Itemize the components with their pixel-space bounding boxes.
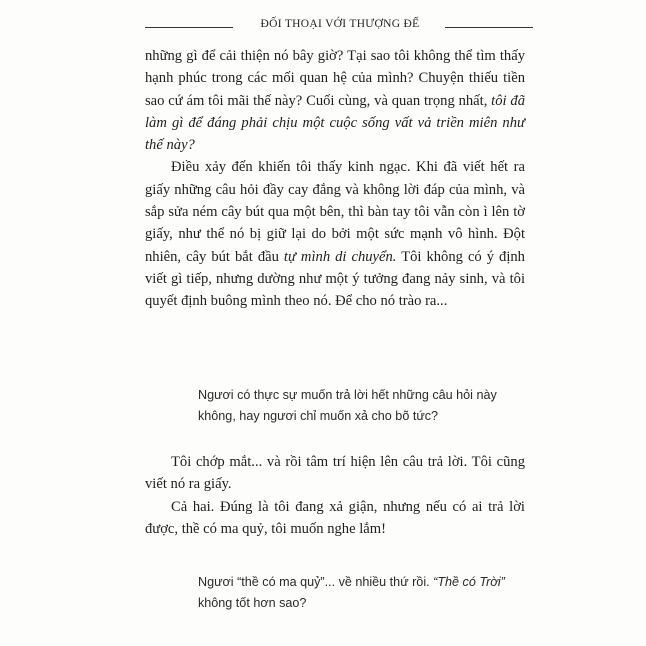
paragraph-1-italic: tôi đã làm gì để đáng phải chịu một cuộc sống vất vả triền miên như thế này? bbox=[145, 92, 525, 154]
paragraph-4: Cả hai. Đúng là tôi đang xả giận, nhưng nếu có ai trả lời được, thề có ma quỷ, tôi muốn nghe lắm! bbox=[145, 498, 525, 537]
god-reply-1 bbox=[198, 385, 530, 427]
paragraph-2-italic: tự mình di chuyển. bbox=[283, 248, 397, 265]
paragraph-1 bbox=[145, 45, 525, 156]
god-reply-2 bbox=[198, 572, 530, 614]
paragraph-2 bbox=[145, 156, 525, 312]
body-text bbox=[145, 45, 525, 313]
god-reply-2-italic: “Thề có Trời” bbox=[433, 575, 505, 589]
god-reply-2-text: Ngươi “thề có ma quỷ”... về nhiều thứ rồi. bbox=[198, 575, 434, 589]
header-rule-left bbox=[145, 27, 233, 28]
paragraph-1-text: những gì để cải thiện nó bây giờ? Tại sao tôi không thể tìm thấy hạnh phúc trong các mối quan hệ của mình? Chuyện thiếu tiền sao cứ ám tôi mãi thế này? Cuối cùng, và quan trọng nhất, bbox=[145, 48, 525, 109]
god-reply-2-line-2: không tốt hơn sao? bbox=[198, 596, 307, 610]
god-reply-1-line-2: không, hay ngươi chỉ muốn xả cho bõ tức? bbox=[198, 409, 439, 423]
paragraph-2-text: Điều xảy đến khiến tôi thấy kinh ngạc. Khi đã viết hết ra giấy những câu hỏi đầy cay đắng và không lời đáp của mình, và sắp sửa ném cây bút qua một bên, thì bàn tay tôi vẫn còn ì lên tờ giấy, như thể nó bị giữ lại do bởi một sức mạnh vô hình. Đột nhiên, cây bút bắt đầu bbox=[145, 159, 525, 265]
body-text-2 bbox=[145, 451, 525, 540]
god-reply-2-line-1 bbox=[198, 572, 530, 593]
header-rule-right bbox=[445, 27, 533, 28]
header-title: ĐỐI THOẠI VỚI THƯỢNG ĐẾ bbox=[260, 18, 420, 30]
paragraph-3: Tôi chớp mắt... và rồi tâm trí hiện lên câu trả lời. Tôi cũng viết nó ra giấy. bbox=[145, 454, 525, 493]
god-reply-1-line-1: Ngươi có thực sự muốn trả lời hết những câu hỏi này bbox=[198, 388, 497, 402]
paragraph-2-text-end: Tôi không có ý định viết gì tiếp, nhưng dường như một ý tưởng đang nảy sinh, và tôi quyết định buông mình theo nó. Để cho nó trào ra... bbox=[145, 248, 525, 310]
running-header bbox=[145, 10, 533, 30]
